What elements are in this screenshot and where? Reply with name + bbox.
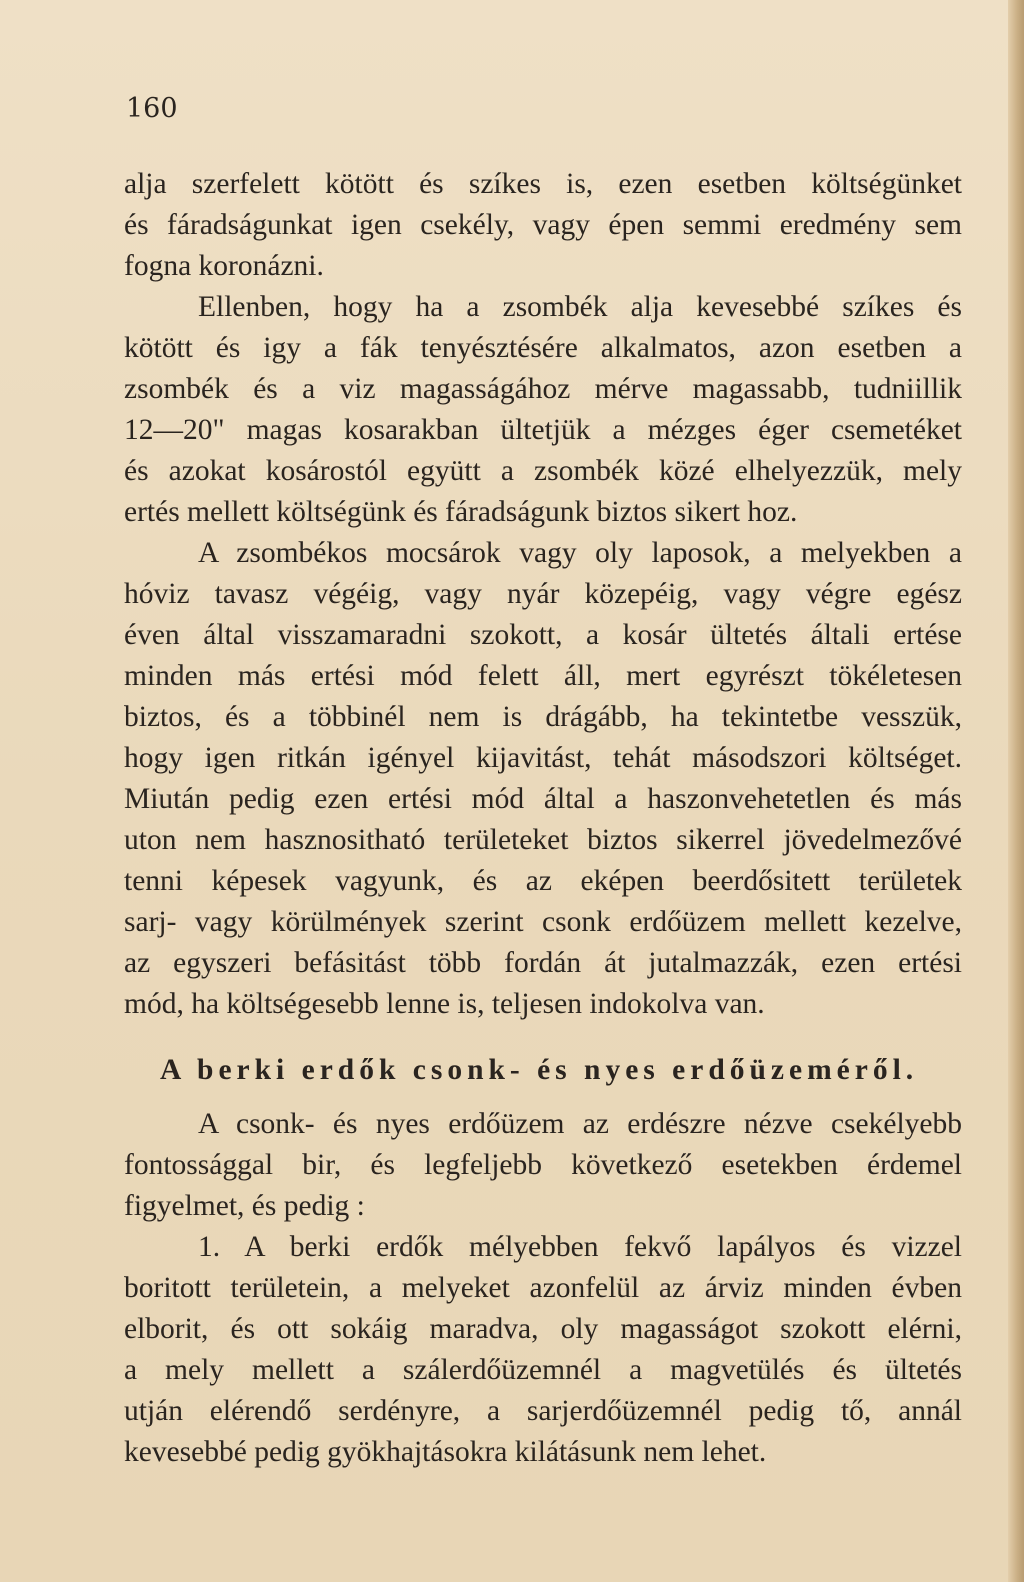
text-line: A csonk- és nyes erdőüzem az erdészre nézve csekélyebb (198, 1108, 962, 1140)
text-line: uton nem hasznositható területeket biztos sikerrel jövedelmezővé (124, 824, 962, 856)
text-line: 1. A berki erdők mélyebben fekvő lapályos és vizzel (198, 1231, 962, 1263)
text-line: hogy igen ritkán igényel kijavitást, tehát másodszori költséget. (124, 742, 962, 774)
text-line: sarj- vagy körülmények szerint csonk erdőüzem mellett kezelve, (124, 906, 962, 938)
text-line: kevesebbé pedig gyökhajtásokra kilátásunk nem lehet. (124, 1436, 767, 1468)
text-line: biztos, és a többinél nem is drágább, ha tekintetbe vesszük, (124, 701, 962, 733)
text-line: kötött és igy a fák tenyésztésére alkalmatos, azon esetben a (124, 332, 962, 364)
text-line: utján elérendő serdényre, a sarjerdőüzemnél pedig tő, annál (124, 1395, 962, 1427)
text-line: figyelmet, és pedig : (124, 1190, 365, 1222)
text-line: hóviz tavasz végéig, vagy nyár közepéig, vagy végre egész (124, 578, 962, 610)
text-line: Ellenben, hogy ha a zsombék alja kevesebbé szíkes és (198, 291, 962, 323)
page-edge (1008, 0, 1024, 1582)
text-line: Miután pedig ezen ertési mód által a haszonvehetetlen és más (124, 783, 962, 815)
text-line: ertés mellett költségünk és fáradságunk biztos sikert hoz. (124, 496, 798, 528)
text-line: A zsombékos mocsárok vagy oly laposok, a melyekben a (198, 537, 962, 569)
text-line: elborit, és ott sokáig maradva, oly magasságot szokott elérni, (124, 1313, 962, 1345)
text-line: mód, ha költségesebb lenne is, teljesen indokolva van. (124, 988, 765, 1020)
text-line: minden más ertési mód felett áll, mert egyrészt tökéletesen (124, 660, 962, 692)
text-line: tenni képesek vagyunk, és az eképen beerdősitett területek (124, 865, 962, 897)
text-line: és fáradságunkat igen csekély, vagy épen semmi eredmény sem (124, 209, 962, 241)
section-heading: A berki erdők csonk- és nyes erdőüzeméről. (160, 1054, 919, 1086)
text-line: az egyszeri befásitást több fordán át jutalmazzák, ezen ertési (124, 947, 962, 979)
text-line: a mely mellett a szálerdőüzemnél a magvetülés és ültetés (124, 1354, 962, 1386)
text-line: és azokat kosárostól együtt a zsombék közé elhelyezzük, mely (124, 455, 962, 487)
text-line: boritott területein, a melyeket azonfelül az árviz minden évben (124, 1272, 962, 1304)
text-line: fogna koronázni. (124, 250, 324, 282)
text-line: éven által visszamaradni szokott, a kosár ültetés általi ertése (124, 619, 962, 651)
text-line: alja szerfelett kötött és szíkes is, ezen esetben költségünket (124, 168, 962, 200)
text-line: zsombék és a viz magasságához mérve magassabb, tudniillik (124, 373, 962, 405)
text-line: fontossággal bir, és legfeljebb következő esetekben érdemel (124, 1149, 962, 1181)
text-line: 12—20" magas kosarakban ültetjük a mézges éger csemetéket (124, 414, 962, 446)
page-number: 160 (126, 93, 178, 124)
